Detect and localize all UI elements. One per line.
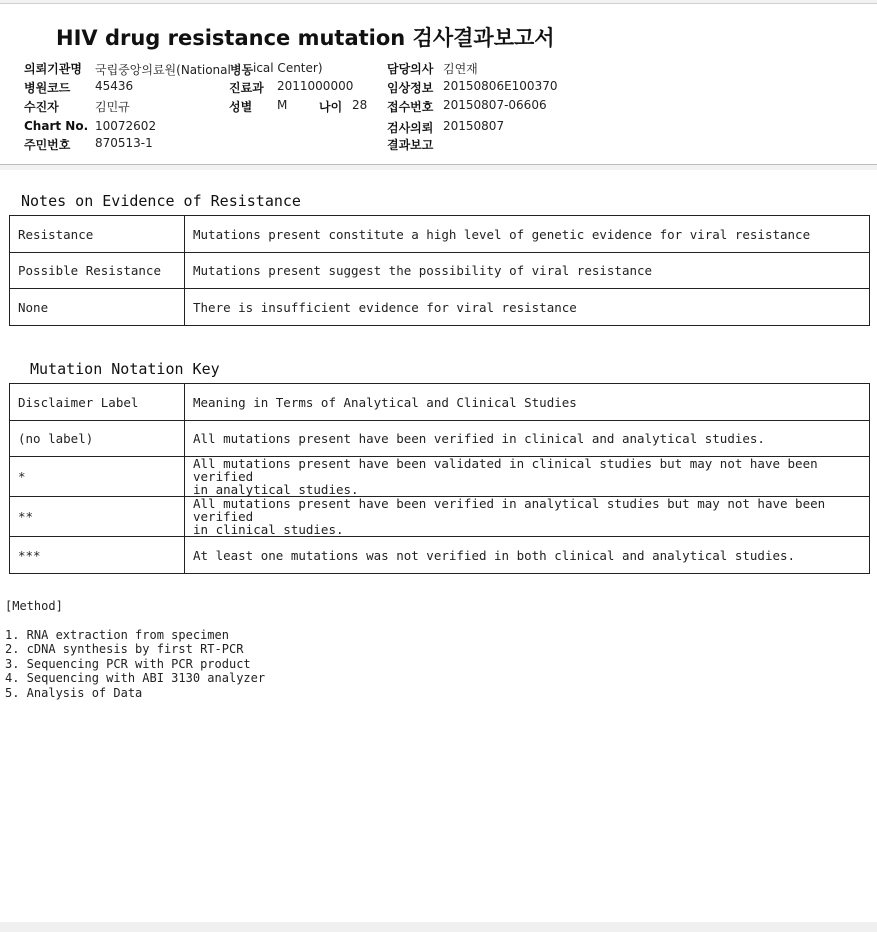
test-request-label: 검사의뢰 bbox=[387, 121, 434, 135]
page-footer-strip bbox=[0, 922, 877, 932]
department-label: 진료과 bbox=[229, 81, 264, 95]
institution-label: 의뢰기관명 bbox=[24, 62, 82, 76]
table-cell-line: All mutations present have been verified in analytical studies but may not have been verified bbox=[193, 496, 826, 524]
resident-no-value: 870513-1 bbox=[95, 136, 153, 150]
table-cell-text: At least one mutations was not verified in both clinical and analytical studies. bbox=[185, 537, 870, 574]
table-cell-label: Disclaimer Label bbox=[10, 384, 185, 421]
table-row bbox=[10, 384, 870, 421]
hospital-code-label: 병원코드 bbox=[24, 81, 71, 95]
table-cell-label: None bbox=[10, 289, 185, 326]
age-value: 28 bbox=[352, 98, 368, 112]
sex-label: 성별 bbox=[229, 100, 253, 114]
table-cell-line: in analytical studies. bbox=[193, 482, 359, 497]
department-value: 2011000000 bbox=[277, 79, 354, 93]
table-cell-label: ** bbox=[10, 497, 185, 537]
institution-value-c: ical Center) bbox=[253, 61, 323, 75]
age-label: 나이 bbox=[319, 100, 343, 114]
table-cell-label: *** bbox=[10, 537, 185, 574]
resistance-notes-title: Notes on Evidence of Resistance bbox=[21, 192, 301, 210]
method-step: 1. RNA extraction from specimen bbox=[5, 628, 229, 642]
table-cell-line: All mutations present have been validated in clinical studies but may not have been verified bbox=[193, 456, 818, 484]
method-step: 2. cDNA synthesis by first RT-PCR bbox=[5, 642, 244, 656]
table-cell-text: Mutations present suggest the possibility of viral resistance bbox=[185, 253, 870, 289]
table-row bbox=[10, 216, 870, 253]
institution-value-a: 국립중앙의료원(National bbox=[95, 63, 231, 77]
table-row bbox=[10, 253, 870, 289]
method-heading: [Method] bbox=[5, 599, 63, 613]
report-header bbox=[0, 3, 877, 165]
chart-no-label: Chart No. bbox=[24, 119, 89, 133]
mutation-key-table bbox=[9, 383, 870, 574]
clinical-info-label: 임상정보 bbox=[387, 81, 434, 95]
sex-value: M bbox=[277, 98, 288, 112]
report-body bbox=[0, 170, 877, 922]
receipt-no-label: 접수번호 bbox=[387, 100, 434, 114]
table-cell-text bbox=[185, 497, 870, 537]
table-cell-label: Possible Resistance bbox=[10, 253, 185, 289]
table-row bbox=[10, 421, 870, 457]
method-step: 3. Sequencing PCR with PCR product bbox=[5, 657, 251, 671]
table-cell-line: in clinical studies. bbox=[193, 522, 344, 537]
institution-value-b: 병동 bbox=[230, 63, 254, 77]
receipt-no-value: 20150807-06606 bbox=[443, 98, 547, 112]
test-request-value: 20150807 bbox=[443, 119, 505, 133]
table-row bbox=[10, 289, 870, 326]
recipient-label: 수진자 bbox=[24, 100, 59, 114]
doctor-label: 담당의사 bbox=[387, 62, 434, 76]
table-cell-label: * bbox=[10, 457, 185, 497]
resident-no-label: 주민번호 bbox=[24, 138, 71, 152]
recipient-value: 김민규 bbox=[95, 100, 130, 114]
table-cell-text bbox=[185, 457, 870, 497]
result-report-label: 결과보고 bbox=[387, 138, 434, 152]
hospital-code-value: 45436 bbox=[95, 79, 134, 93]
table-row bbox=[10, 497, 870, 537]
table-row bbox=[10, 537, 870, 574]
clinical-info-value: 20150806E100370 bbox=[443, 79, 558, 93]
method-step: 5. Analysis of Data bbox=[5, 686, 143, 700]
doctor-value: 김연재 bbox=[443, 62, 478, 76]
table-cell-label: Resistance bbox=[10, 216, 185, 253]
resistance-notes-table bbox=[9, 215, 870, 326]
table-cell-text: There is insufficient evidence for viral resistance bbox=[185, 289, 870, 326]
table-cell-text: Mutations present constitute a high level of genetic evidence for viral resistance bbox=[185, 216, 870, 253]
table-cell-text: Meaning in Terms of Analytical and Clinical Studies bbox=[185, 384, 870, 421]
table-row bbox=[10, 457, 870, 497]
method-step: 4. Sequencing with ABI 3130 analyzer bbox=[5, 671, 266, 685]
report-title: HIV drug resistance mutation 검사결과보고서 bbox=[56, 26, 555, 50]
table-cell-label: (no label) bbox=[10, 421, 185, 457]
table-cell-text: All mutations present have been verified in clinical and analytical studies. bbox=[185, 421, 870, 457]
mutation-key-title: Mutation Notation Key bbox=[30, 360, 220, 378]
chart-no-value: 10072602 bbox=[95, 119, 157, 133]
